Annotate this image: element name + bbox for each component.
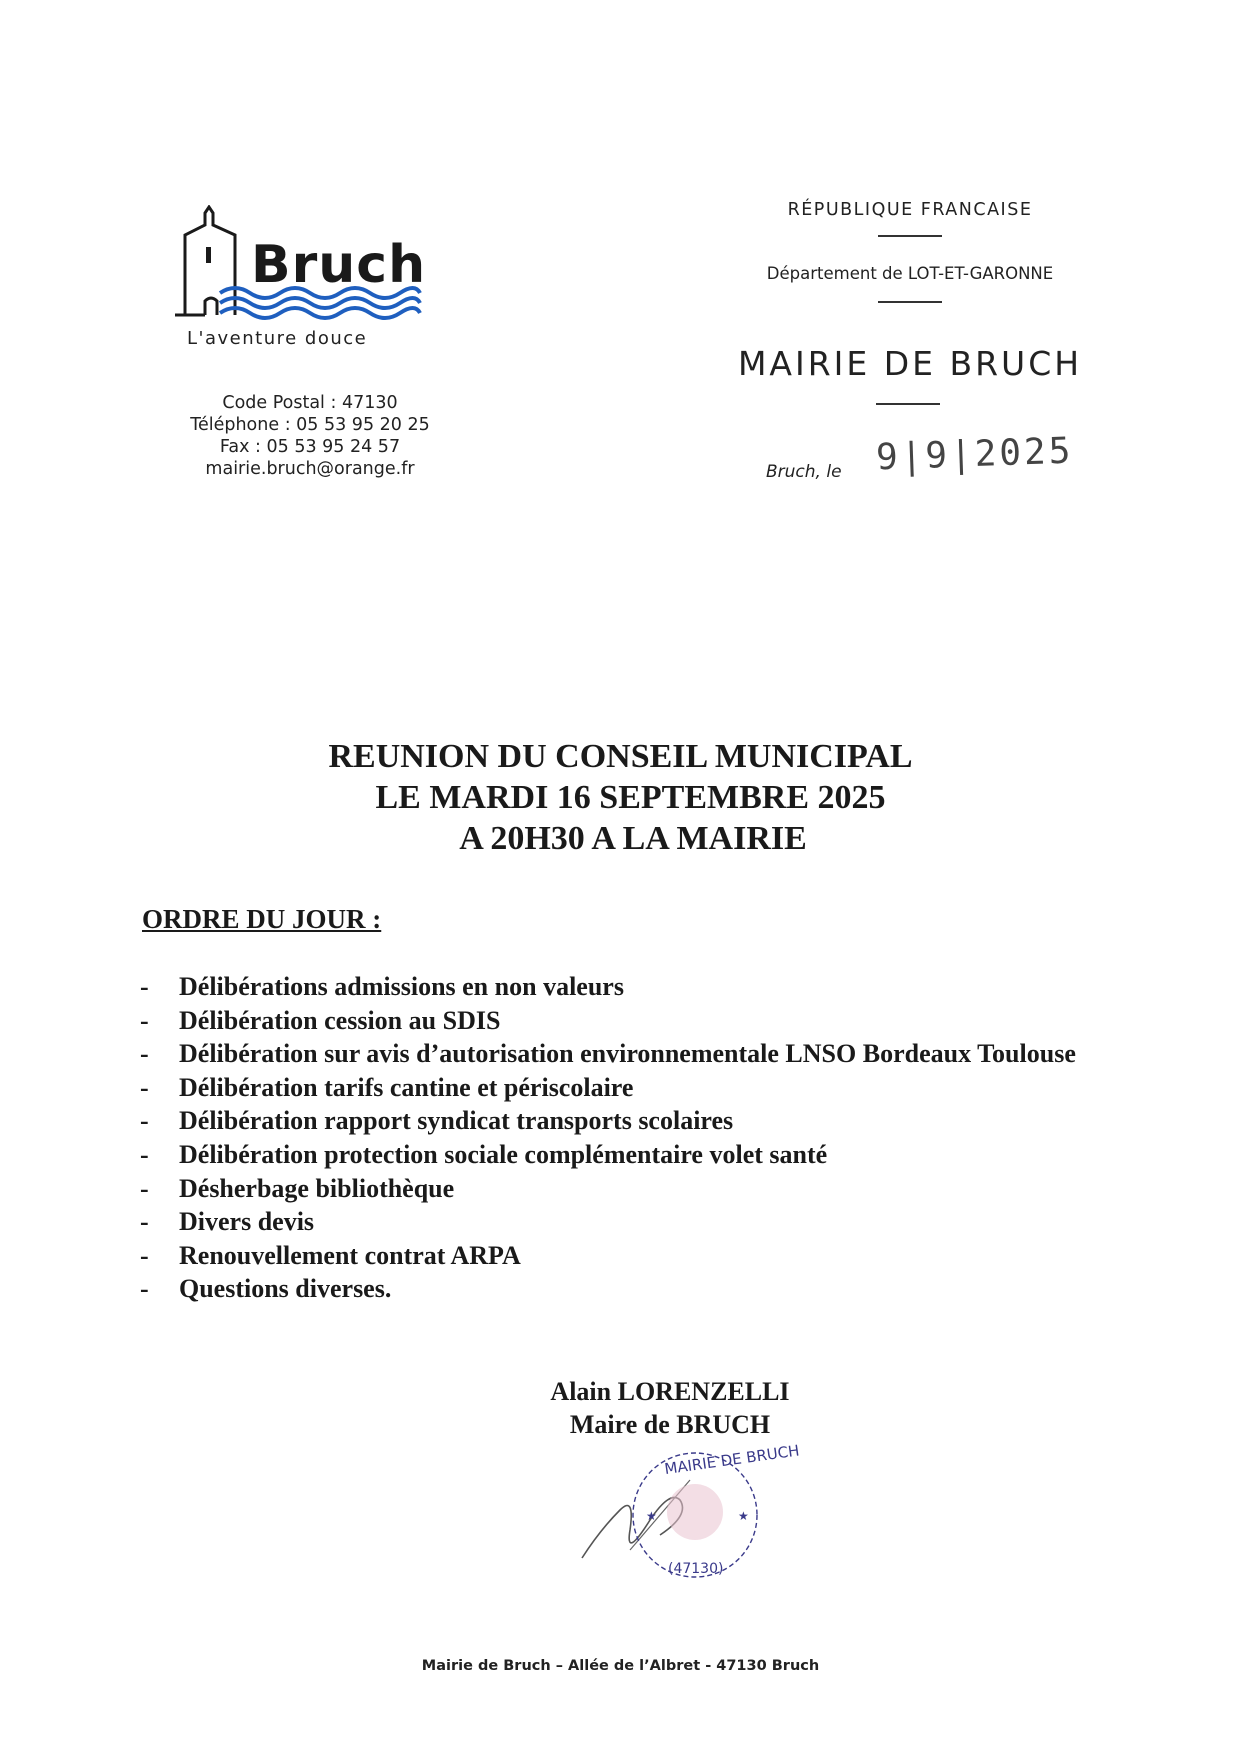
svg-text:(47130): (47130) (668, 1561, 724, 1577)
title-line-1: REUNION DU CONSEIL MUNICIPAL (328, 738, 913, 775)
handwritten-date: 9|9|2025 (875, 430, 1075, 479)
postal-code: Code Postal : 47130 (222, 393, 398, 413)
agenda-item: - Délibération cession au SDIS (140, 1005, 501, 1035)
divider (878, 301, 942, 303)
title-line-3: A 20H30 A LA MAIRIE (459, 820, 807, 857)
republique-heading: RÉPUBLIQUE FRANCAISE (787, 200, 1033, 220)
svg-text:★: ★ (738, 1509, 749, 1523)
logo-wordmark: Bruch (251, 235, 427, 295)
mairie-heading: MAIRIE DE BRUCH (737, 344, 1083, 383)
meeting-title (0, 736, 1241, 859)
logo-tagline: L'aventure douce (187, 328, 368, 349)
commune-logo (175, 205, 445, 365)
contact-block (160, 392, 460, 480)
departement-heading: Département de LOT-ET-GARONNE (766, 264, 1054, 283)
title-line-2: LE MARDI 16 SEPTEMBRE 2025 (375, 779, 886, 816)
agenda-item: - Divers devis (140, 1207, 315, 1237)
agenda-item: - Délibérations admissions en non valeurs (140, 972, 624, 1001)
agenda-item: - Délibération sur avis d’autorisation environnementale LNSO Bordeaux Toulouse (140, 1039, 1076, 1069)
email-address: mairie.bruch@orange.fr (205, 459, 415, 479)
agenda-item: - Questions diverses. (140, 1274, 392, 1304)
date-label: Bruch, le (766, 462, 842, 482)
agenda-heading: ORDRE DU JOUR : (142, 904, 382, 934)
divider (878, 235, 942, 237)
agenda-item: - Renouvellement contrat ARPA (140, 1240, 521, 1270)
agenda-item: - Délibération tarifs cantine et périscolaire (140, 1072, 634, 1102)
mayor-name: Alain LORENZELLI (550, 1377, 790, 1406)
phone-number: Téléphone : 05 53 95 20 25 (190, 415, 430, 435)
agenda-item: - Délibération protection sociale complémentaire volet santé (140, 1139, 828, 1169)
agenda-item: - Désherbage bibliothèque (140, 1173, 455, 1203)
footer-address: Mairie de Bruch – Allée de l’Albret - 47130 Bruch (421, 1658, 820, 1674)
mayor-title: Maire de BRUCH (569, 1410, 771, 1439)
fax-number: Fax : 05 53 95 24 57 (219, 437, 401, 457)
agenda-item: - Délibération rapport syndicat transports scolaires (140, 1106, 734, 1136)
svg-text:MAIRIE DE BRUCH: MAIRIE DE BRUCH (663, 1441, 800, 1479)
divider (876, 403, 940, 405)
stamp-and-signature-icon (560, 1440, 800, 1610)
official-stamp (560, 1440, 800, 1610)
agenda-list (140, 970, 1076, 1306)
svg-text:★: ★ (646, 1509, 657, 1523)
